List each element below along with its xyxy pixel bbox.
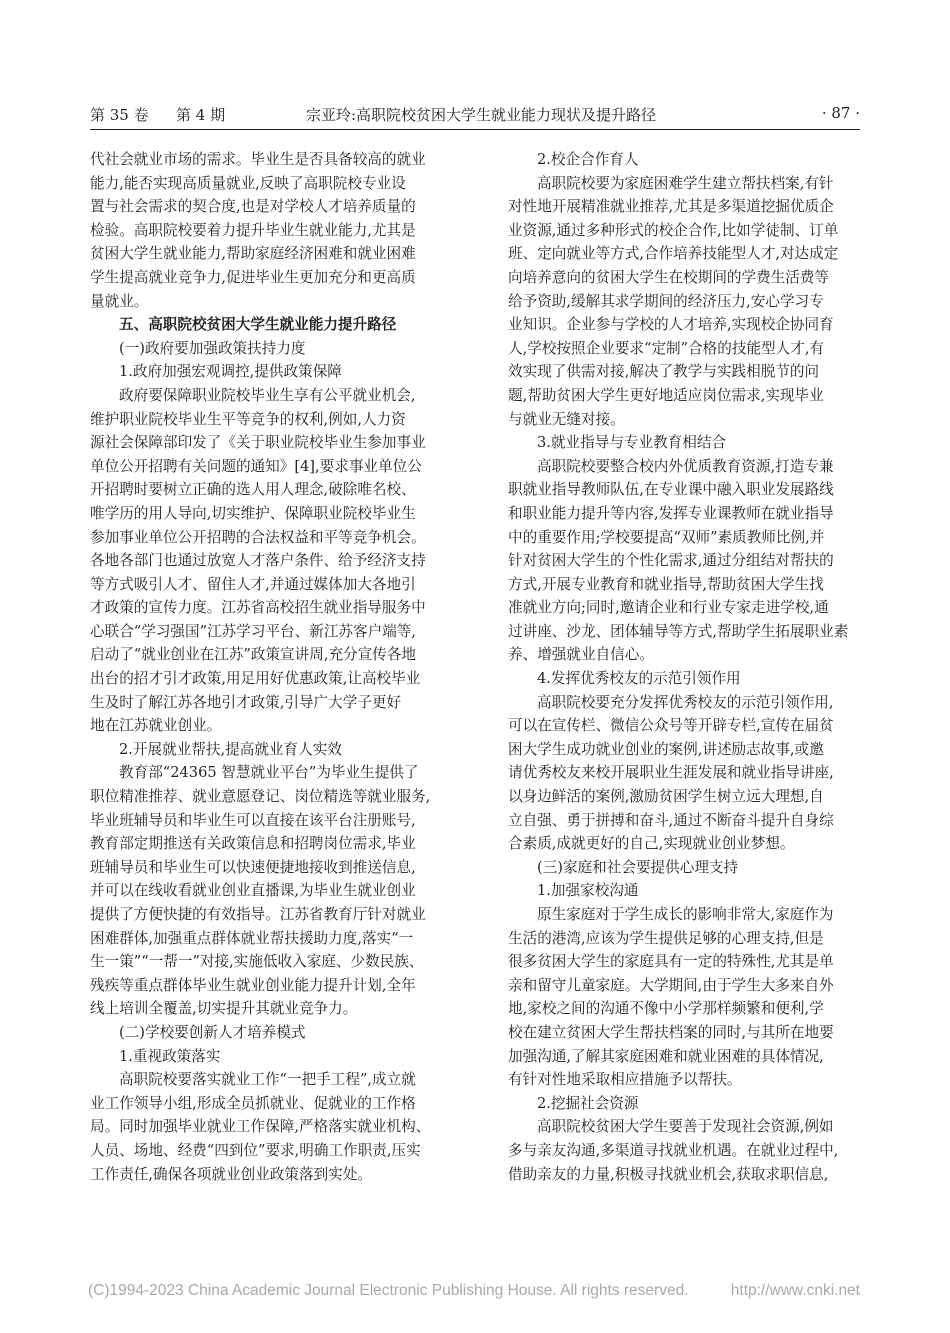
text-line: 1.重视政策落实 xyxy=(119,1047,221,1065)
text-line: 开招聘时要树立正确的选人用人理念,破除唯名校、 xyxy=(90,481,416,499)
text-line: 有针对性地采取相应措施予以帮扶。 xyxy=(508,1071,742,1089)
text-line: 方式,开展专业教育和就业指导,帮助贫困大学生找 xyxy=(508,575,824,593)
running-header xyxy=(90,100,860,126)
section-heading: 五、高职院校贫困大学生就业能力提升路径 xyxy=(119,316,397,334)
subsection-heading: (三)家庭和社会要提供心理支持 xyxy=(537,858,739,876)
text-line: 业工作领导小组,形成全员抓就业、促就业的工作格 xyxy=(90,1094,416,1112)
text-line: 心联合“学习强国”江苏学习平台、新江苏客户端等, xyxy=(90,622,417,640)
text-line: 3.就业指导与专业教育相结合 xyxy=(537,434,727,452)
text-line: 借助亲友的力量,积极寻找就业机会,获取求职信息, xyxy=(508,1165,829,1183)
copyright-notice: (C)1994-2023 China Academic Journal Electronic Publishing House. All rights reserved. xyxy=(88,1282,689,1299)
text-line: 很多贫困大学生的家庭具有一定的特殊性,尤其是单 xyxy=(508,953,834,971)
text-line: 参加事业单位公开招聘的合法权益和平等竞争机会。 xyxy=(90,528,426,546)
text-line: 职位精准推荐、就业意愿登记、岗位精选等就业服务, xyxy=(90,788,430,806)
text-line: 加强沟通,了解其家庭困难和就业困难的具体情况, xyxy=(508,1047,824,1065)
text-line: 工作责任,确保各项就业创业政策落到实处。 xyxy=(90,1165,372,1183)
text-line: 亲和留守儿童家庭。大学期间,由于学生大多来自外 xyxy=(508,976,834,994)
text-line: 效实现了供需对接,解决了教学与实践相脱节的问 xyxy=(508,363,820,381)
text-line: 高职院校要整合校内外优质教育资源,打造专兼 xyxy=(537,457,834,475)
text-line: 合素质,成就更好的自己,实现就业创业梦想。 xyxy=(508,835,795,853)
issue-label: 第 4 期 xyxy=(176,106,226,124)
page-footer xyxy=(88,1282,860,1306)
text-line: 2.开展就业帮扶,提高就业育人实效 xyxy=(119,740,342,758)
subsection-heading: (一)政府要加强政策扶持力度 xyxy=(119,339,306,357)
text-line: 生一策”“一帮一”对接,实施低收入家庭、少数民族、 xyxy=(90,953,424,971)
running-title: 宗亚玲:高职院校贫困大学生就业能力现状及提升路径 xyxy=(306,106,657,124)
text-line: 地,家校之间的沟通不像中小学那样频繁和便利,学 xyxy=(508,1000,824,1018)
volume-label: 第 35 卷 xyxy=(90,106,149,124)
text-line: 4.发挥优秀校友的示范引领作用 xyxy=(537,670,741,688)
text-line: 高职院校贫困大学生要善于发现社会资源,例如 xyxy=(537,1118,834,1136)
text-line: 线上培训全覆盖,切实提升其就业竞争力。 xyxy=(90,1000,358,1018)
text-line: 以身边鲜活的案例,激励贫困学生树立远大理想,自 xyxy=(508,788,824,806)
text-line: 养、增强就业自信心。 xyxy=(508,646,654,664)
text-line: 生活的港湾,应该为学生提供足够的心理支持,但是 xyxy=(508,929,824,947)
header-rule xyxy=(90,129,860,130)
text-line: 出台的招才引才政策,用足用好优惠政策,让高校毕业 xyxy=(90,670,421,688)
text-line: 给予资助,缓解其求学期间的经济压力,安心学习专 xyxy=(508,292,824,310)
text-line: 请优秀校友来校开展职业生涯发展和就业指导讲座, xyxy=(508,764,834,782)
text-line: 多与亲友沟通,多渠道寻找就业机遇。在就业过程中, xyxy=(508,1141,839,1159)
text-line: 唯学历的用人导向,切实维护、保障职业院校毕业生 xyxy=(90,504,416,522)
text-line: 1.政府加强宏观调控,提供政策保障 xyxy=(119,363,342,381)
text-line: 原生家庭对于学生成长的影响非常大,家庭作为 xyxy=(537,906,834,923)
text-line: 等方式吸引人才、留住人才,并通过媒体加大各地引 xyxy=(90,575,416,593)
right-column xyxy=(508,148,848,1186)
text-line: 残疾等重点群体毕业生就业创业能力提升计划,全年 xyxy=(90,976,416,994)
text-line: 立自强、勇于拼搏和奋斗,通过不断奋斗提升自身综 xyxy=(508,811,834,829)
text-line: 准就业方向;同时,邀请企业和行业专家走进学校,通 xyxy=(508,599,829,617)
text-line: 班、定向就业等方式,合作培养技能型人才,对达成定 xyxy=(508,245,839,263)
text-line: 针对贫困大学生的个性化需求,通过分组结对帮扶的 xyxy=(508,552,834,570)
text-line: 生及时了解江苏各地引才政策,引导广大学子更好 xyxy=(90,693,402,711)
text-line: 代社会就业市场的需求。毕业生是否具备较高的就业 xyxy=(90,151,426,168)
text-line: 贫困大学生就业能力,帮助家庭经济困难和就业困难 xyxy=(90,245,416,263)
text-line: 题,帮助贫困大学生更好地适应岗位需求,实现毕业 xyxy=(508,386,824,404)
text-line: 各地各部门也通过放宽人才落户条件、给予经济支持 xyxy=(90,552,426,570)
text-line: 维护职业院校毕业生平等竞争的权利,例如,人力资 xyxy=(90,410,406,428)
text-line: 职就业指导教师队伍,在专业课中融入职业发展路线 xyxy=(508,481,834,499)
text-line: 学生提高就业竞争力,促进毕业生更加充分和更高质 xyxy=(90,268,416,286)
source-url: http://www.cnki.net xyxy=(730,1282,860,1299)
text-line: 教育部定期推送有关政策信息和招聘岗位需求,毕业 xyxy=(90,835,416,853)
text-line: 高职院校要为家庭困难学生建立帮扶档案,有针 xyxy=(537,174,834,192)
text-line: 对性地开展精准就业推荐,尤其是多渠道挖掘优质企 xyxy=(508,198,834,216)
text-line: 过讲座、沙龙、团体辅导等方式,帮助学生拓展职业素 xyxy=(508,622,848,640)
text-line: 校在建立贫困大学生帮扶档案的同时,与其所在地要 xyxy=(508,1023,834,1041)
text-line: 提供了方便快捷的有效指导。江苏省教育厅针对就业 xyxy=(90,906,426,923)
text-line: 高职院校要充分发挥优秀校友的示范引领作用, xyxy=(537,693,834,711)
text-line: 1.加强家校沟通 xyxy=(537,882,639,900)
text-line: 与就业无缝对接。 xyxy=(508,410,625,428)
left-column xyxy=(90,148,430,1186)
text-line: 置与社会需求的契合度,也是对学校人才培养质量的 xyxy=(90,198,416,216)
text-line: 人员、场地、经费“四到位”要求,明确工作职责,压实 xyxy=(90,1141,421,1159)
text-line: 和职业能力提升等内容,发挥专业课教师在就业指导 xyxy=(508,504,834,522)
text-line: 检验。高职院校要着力提升毕业生就业能力,尤其是 xyxy=(90,221,416,239)
text-line: 业知识。企业参与学校的人才培养,实现校企协同育 xyxy=(508,316,834,334)
text-line: 向培养意向的贫困大学生在校期间的学费生活费等 xyxy=(508,268,830,286)
text-line: 能力,能否实现高质量就业,反映了高职院校专业设 xyxy=(90,174,406,192)
subsection-heading: (二)学校要创新人才培养模式 xyxy=(119,1023,306,1041)
text-line: 高职院校要落实就业工作“一把手工程”,成立就 xyxy=(119,1071,416,1089)
text-line: 困难群体,加强重点群体就业帮扶援助力度,落实“一 xyxy=(90,929,414,947)
text-line: 毕业班辅导员和毕业生可以直接在该平台注册账号, xyxy=(90,811,416,829)
text-line: 才政策的宣传力度。江苏省高校招生就业指导服务中 xyxy=(90,599,426,617)
text-line: 困大学生成功就业创业的案例,讲述励志故事,或邀 xyxy=(508,740,824,758)
text-line: 地在江苏就业创业。 xyxy=(90,717,222,735)
text-line: 政府要保障职业院校毕业生享有公平就业机会, xyxy=(119,386,416,404)
text-line: 单位公开招聘有关问题的通知》[4],要求事业单位公 xyxy=(90,457,422,475)
text-line: 局。同时加强毕业就业工作保障,严格落实就业机构、 xyxy=(90,1118,430,1136)
page-number: · 87 · xyxy=(821,104,860,122)
text-line: 量就业。 xyxy=(90,292,149,310)
text-line: 并可以在线收看就业创业直播课,为毕业生就业创业 xyxy=(90,882,416,900)
text-line: 可以在宣传栏、微信公众号等开辟专栏,宣传在届贫 xyxy=(508,717,834,735)
text-line: 人,学校按照企业要求“定制”合格的技能型人才,有 xyxy=(508,339,825,357)
text-line: 班辅导员和毕业生可以快速便捷地接收到推送信息, xyxy=(90,858,416,876)
text-line: 教育部“24365 智慧就业平台”为毕业生提供了 xyxy=(119,764,419,782)
text-line: 中的重要作用;学校要提高“双师”素质教师比例,并 xyxy=(508,528,825,546)
text-line: 启动了“就业创业在江苏”政策宣讲周,充分宣传各地 xyxy=(90,646,417,664)
text-line: 2.挖掘社会资源 xyxy=(537,1094,639,1112)
text-line: 源社会保障部印发了《关于职业院校毕业生参加事业 xyxy=(90,434,426,452)
text-line: 2.校企合作育人 xyxy=(537,151,639,168)
text-line: 业资源,通过多种形式的校企合作,比如学徒制、订单 xyxy=(508,221,839,239)
